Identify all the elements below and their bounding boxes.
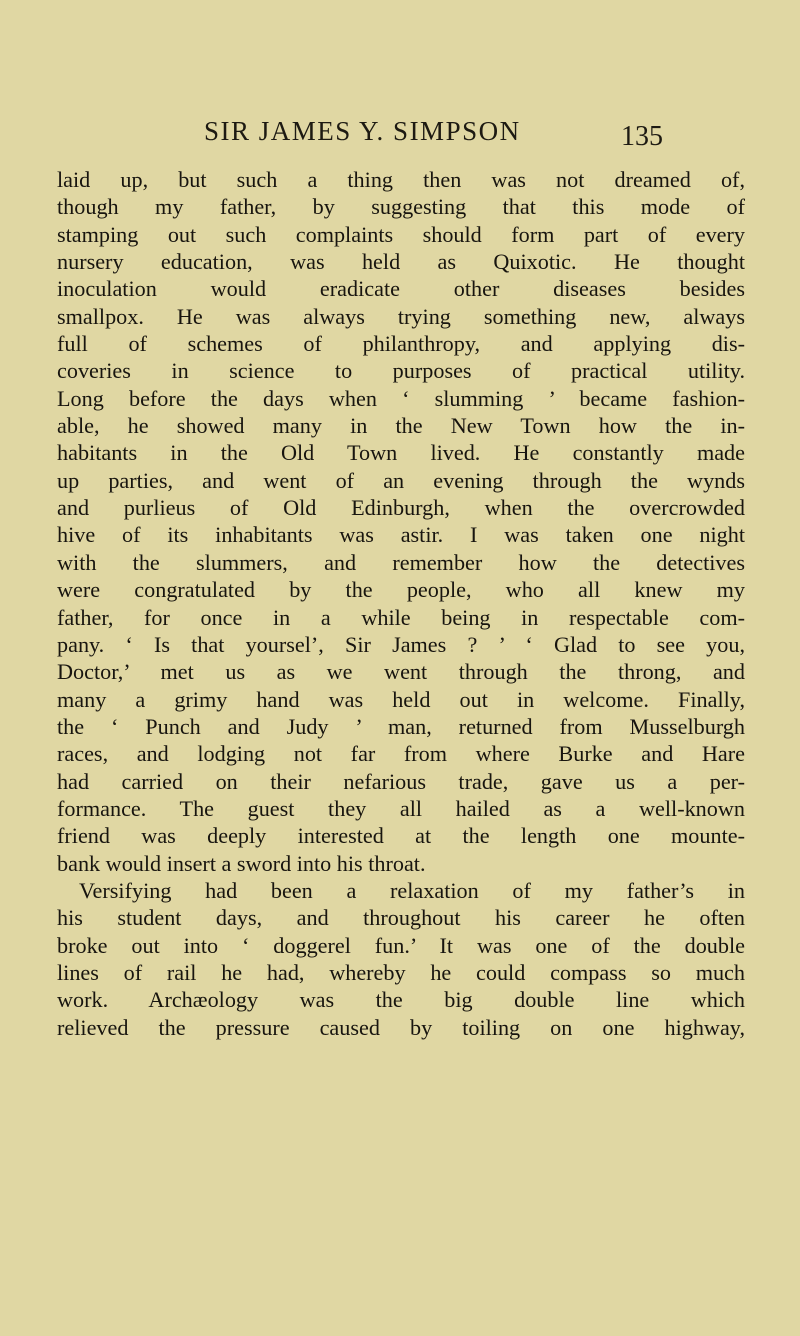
text-line: were congratulated by the people, who all knew my: [57, 577, 745, 603]
text-line: laid up, but such a thing then was not dreamed of,: [57, 167, 745, 192]
text-line: the ‘ Punch and Judy ’ man, returned from Musselburgh: [57, 713, 745, 739]
text-line: many a grimy hand was held out in welcome. Finally,: [57, 686, 745, 712]
text-line: friend was deeply interested at the length one mounte-: [57, 823, 745, 849]
text-line: inoculation would eradicate other diseases besides: [57, 276, 745, 302]
running-head: [204, 116, 674, 160]
text-line: lines of rail he had, whereby he could compass so much: [57, 959, 745, 985]
text-line: Long before the days when ‘ slumming ’ became fashion-: [57, 385, 745, 411]
text-line: with the slummers, and remember how the detectives: [57, 549, 745, 575]
text-line: races, and lodging not far from where Burke and Hare: [57, 741, 745, 767]
text-line: smallpox. He was always trying something new, always: [57, 303, 745, 329]
text-line: relieved the pressure caused by toiling on one highway,: [57, 1014, 745, 1040]
text-line: coveries in science to purposes of practical utility.: [57, 358, 745, 384]
text-line: pany. ‘ Is that yoursel’, Sir James ? ’ ‘ Glad to see you,: [57, 631, 745, 657]
text-line: full of schemes of philanthropy, and applying dis-: [57, 331, 745, 357]
text-line: and purlieus of Old Edinburgh, when the overcrowded: [57, 495, 745, 521]
text-line: stamping out such complaints should form part of every: [57, 221, 745, 247]
running-title: SIR JAMES Y. SIMPSON: [204, 116, 521, 146]
text-line: nursery education, was held as Quixotic. He thought: [57, 249, 745, 275]
text-line: able, he showed many in the New Town how the in-: [57, 413, 745, 439]
text-line: up parties, and went of an evening through the wynds: [57, 467, 745, 493]
text-line: Doctor,’ met us as we went through the throng, and: [57, 659, 745, 685]
text-line: broke out into ‘ doggerel fun.’ It was one of the double: [57, 932, 745, 958]
text-line: bank would insert a sword into his throat.: [57, 850, 426, 876]
text-line: work. Archæology was the big double line which: [57, 987, 745, 1013]
text-line: Versifying had been a relaxation of my father’s in: [79, 877, 745, 903]
page-number: 135: [621, 121, 663, 152]
text-line: had carried on their nefarious trade, gave us a per-: [57, 768, 745, 794]
text-line: his student days, and throughout his career he often: [57, 905, 745, 931]
body-text: [57, 166, 745, 1041]
text-line: though my father, by suggesting that this mode of: [57, 194, 745, 220]
text-line: hive of its inhabitants was astir. I was taken one night: [57, 522, 745, 548]
text-line: habitants in the Old Town lived. He constantly made: [57, 440, 745, 466]
text-line: formance. The guest they all hailed as a well-known: [57, 795, 745, 821]
text-line: father, for once in a while being in respectable com-: [57, 604, 745, 630]
